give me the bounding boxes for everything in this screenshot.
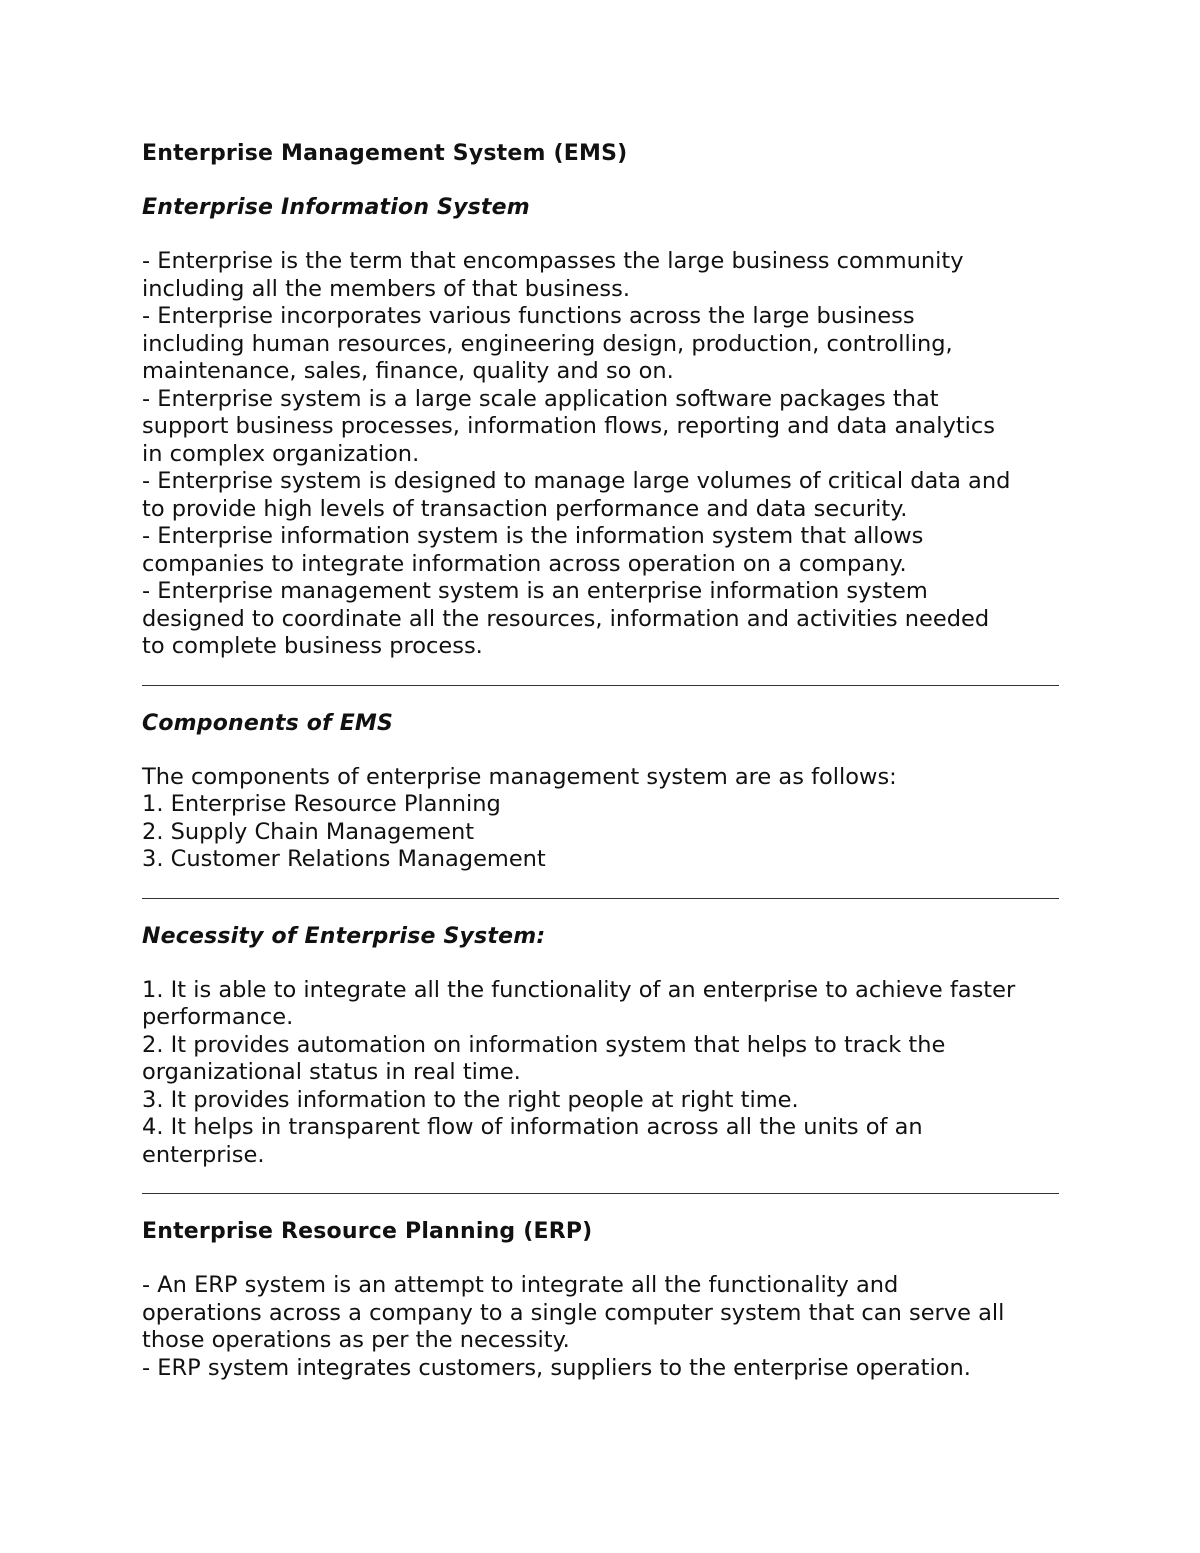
- text-line: - Enterprise is the term that encompasses the large business community: [142, 248, 964, 274]
- paragraph-components-of-ems: [142, 764, 1059, 874]
- text-line: - Enterprise system is a large scale application software packages that: [142, 385, 939, 412]
- text-line: 3. It provides information to the right people at right time.: [142, 1086, 799, 1113]
- text-line: those operations as per the necessity.: [142, 1327, 570, 1353]
- text-line: operations across a company to a single computer system that can serve all: [142, 1299, 1005, 1326]
- horizontal-divider: [142, 1193, 1059, 1194]
- text-line: organizational status in real time.: [142, 1059, 521, 1085]
- text-line: including human resources, engineering design, production, controlling,: [142, 330, 953, 357]
- text-line: including all the members of that business.: [142, 275, 630, 302]
- horizontal-divider: [142, 685, 1059, 686]
- list-item: 1. Enterprise Resource Planning: [142, 791, 501, 817]
- text-line: companies to integrate information across operation on a company.: [142, 550, 907, 577]
- text-line: - Enterprise incorporates various functions across the large business: [142, 303, 915, 329]
- text-line: - Enterprise management system is an enterprise information system: [142, 578, 928, 604]
- text-line: 1. It is able to integrate all the functionality of an enterprise to achieve faster: [142, 976, 1016, 1003]
- text-line: - Enterprise information system is the information system that allows: [142, 523, 924, 549]
- text-line: maintenance, sales, finance, quality and so on.: [142, 358, 674, 384]
- text-line: to complete business process.: [142, 633, 483, 659]
- text-line: to provide high levels of transaction performance and data security.: [142, 495, 908, 522]
- text-line: - An ERP system is an attempt to integrate all the functionality and: [142, 1272, 899, 1298]
- list-item: 3. Customer Relations Management: [142, 846, 546, 872]
- paragraph-necessity-of-enterprise-system: [142, 977, 1059, 1170]
- text-line: in complex organization.: [142, 440, 420, 467]
- section-heading-necessity-of-enterprise-system: Necessity of Enterprise System:: [142, 923, 546, 949]
- section-heading-erp: Enterprise Resource Planning (ERP): [142, 1219, 593, 1244]
- text-line: support business processes, information flows, reporting and data analytics: [142, 413, 996, 439]
- text-line: designed to coordinate all the resources, information and activities needed: [142, 605, 990, 632]
- document-page: [142, 140, 1059, 1382]
- section-heading-enterprise-information-system: Enterprise Information System: [142, 195, 530, 220]
- horizontal-divider: [142, 898, 1059, 899]
- text-line: 2. It provides automation on information system that helps to track the: [142, 1031, 946, 1058]
- paragraph-erp: [142, 1272, 1059, 1382]
- text-line: 4. It helps in transparent flow of information across all the units of an: [142, 1114, 923, 1140]
- text-line: The components of enterprise management system are as follows:: [142, 763, 897, 790]
- document-title: Enterprise Management System (EMS): [142, 141, 628, 166]
- list-item: 2. Supply Chain Management: [142, 818, 475, 845]
- section-heading-components-of-ems: Components of EMS: [142, 710, 394, 736]
- text-line: performance.: [142, 1004, 294, 1030]
- text-line: - Enterprise system is designed to manage large volumes of critical data and: [142, 468, 1011, 494]
- text-line: enterprise.: [142, 1141, 265, 1168]
- paragraph-enterprise-information-system: [142, 248, 1059, 661]
- text-line: - ERP system integrates customers, suppliers to the enterprise operation.: [142, 1354, 971, 1381]
